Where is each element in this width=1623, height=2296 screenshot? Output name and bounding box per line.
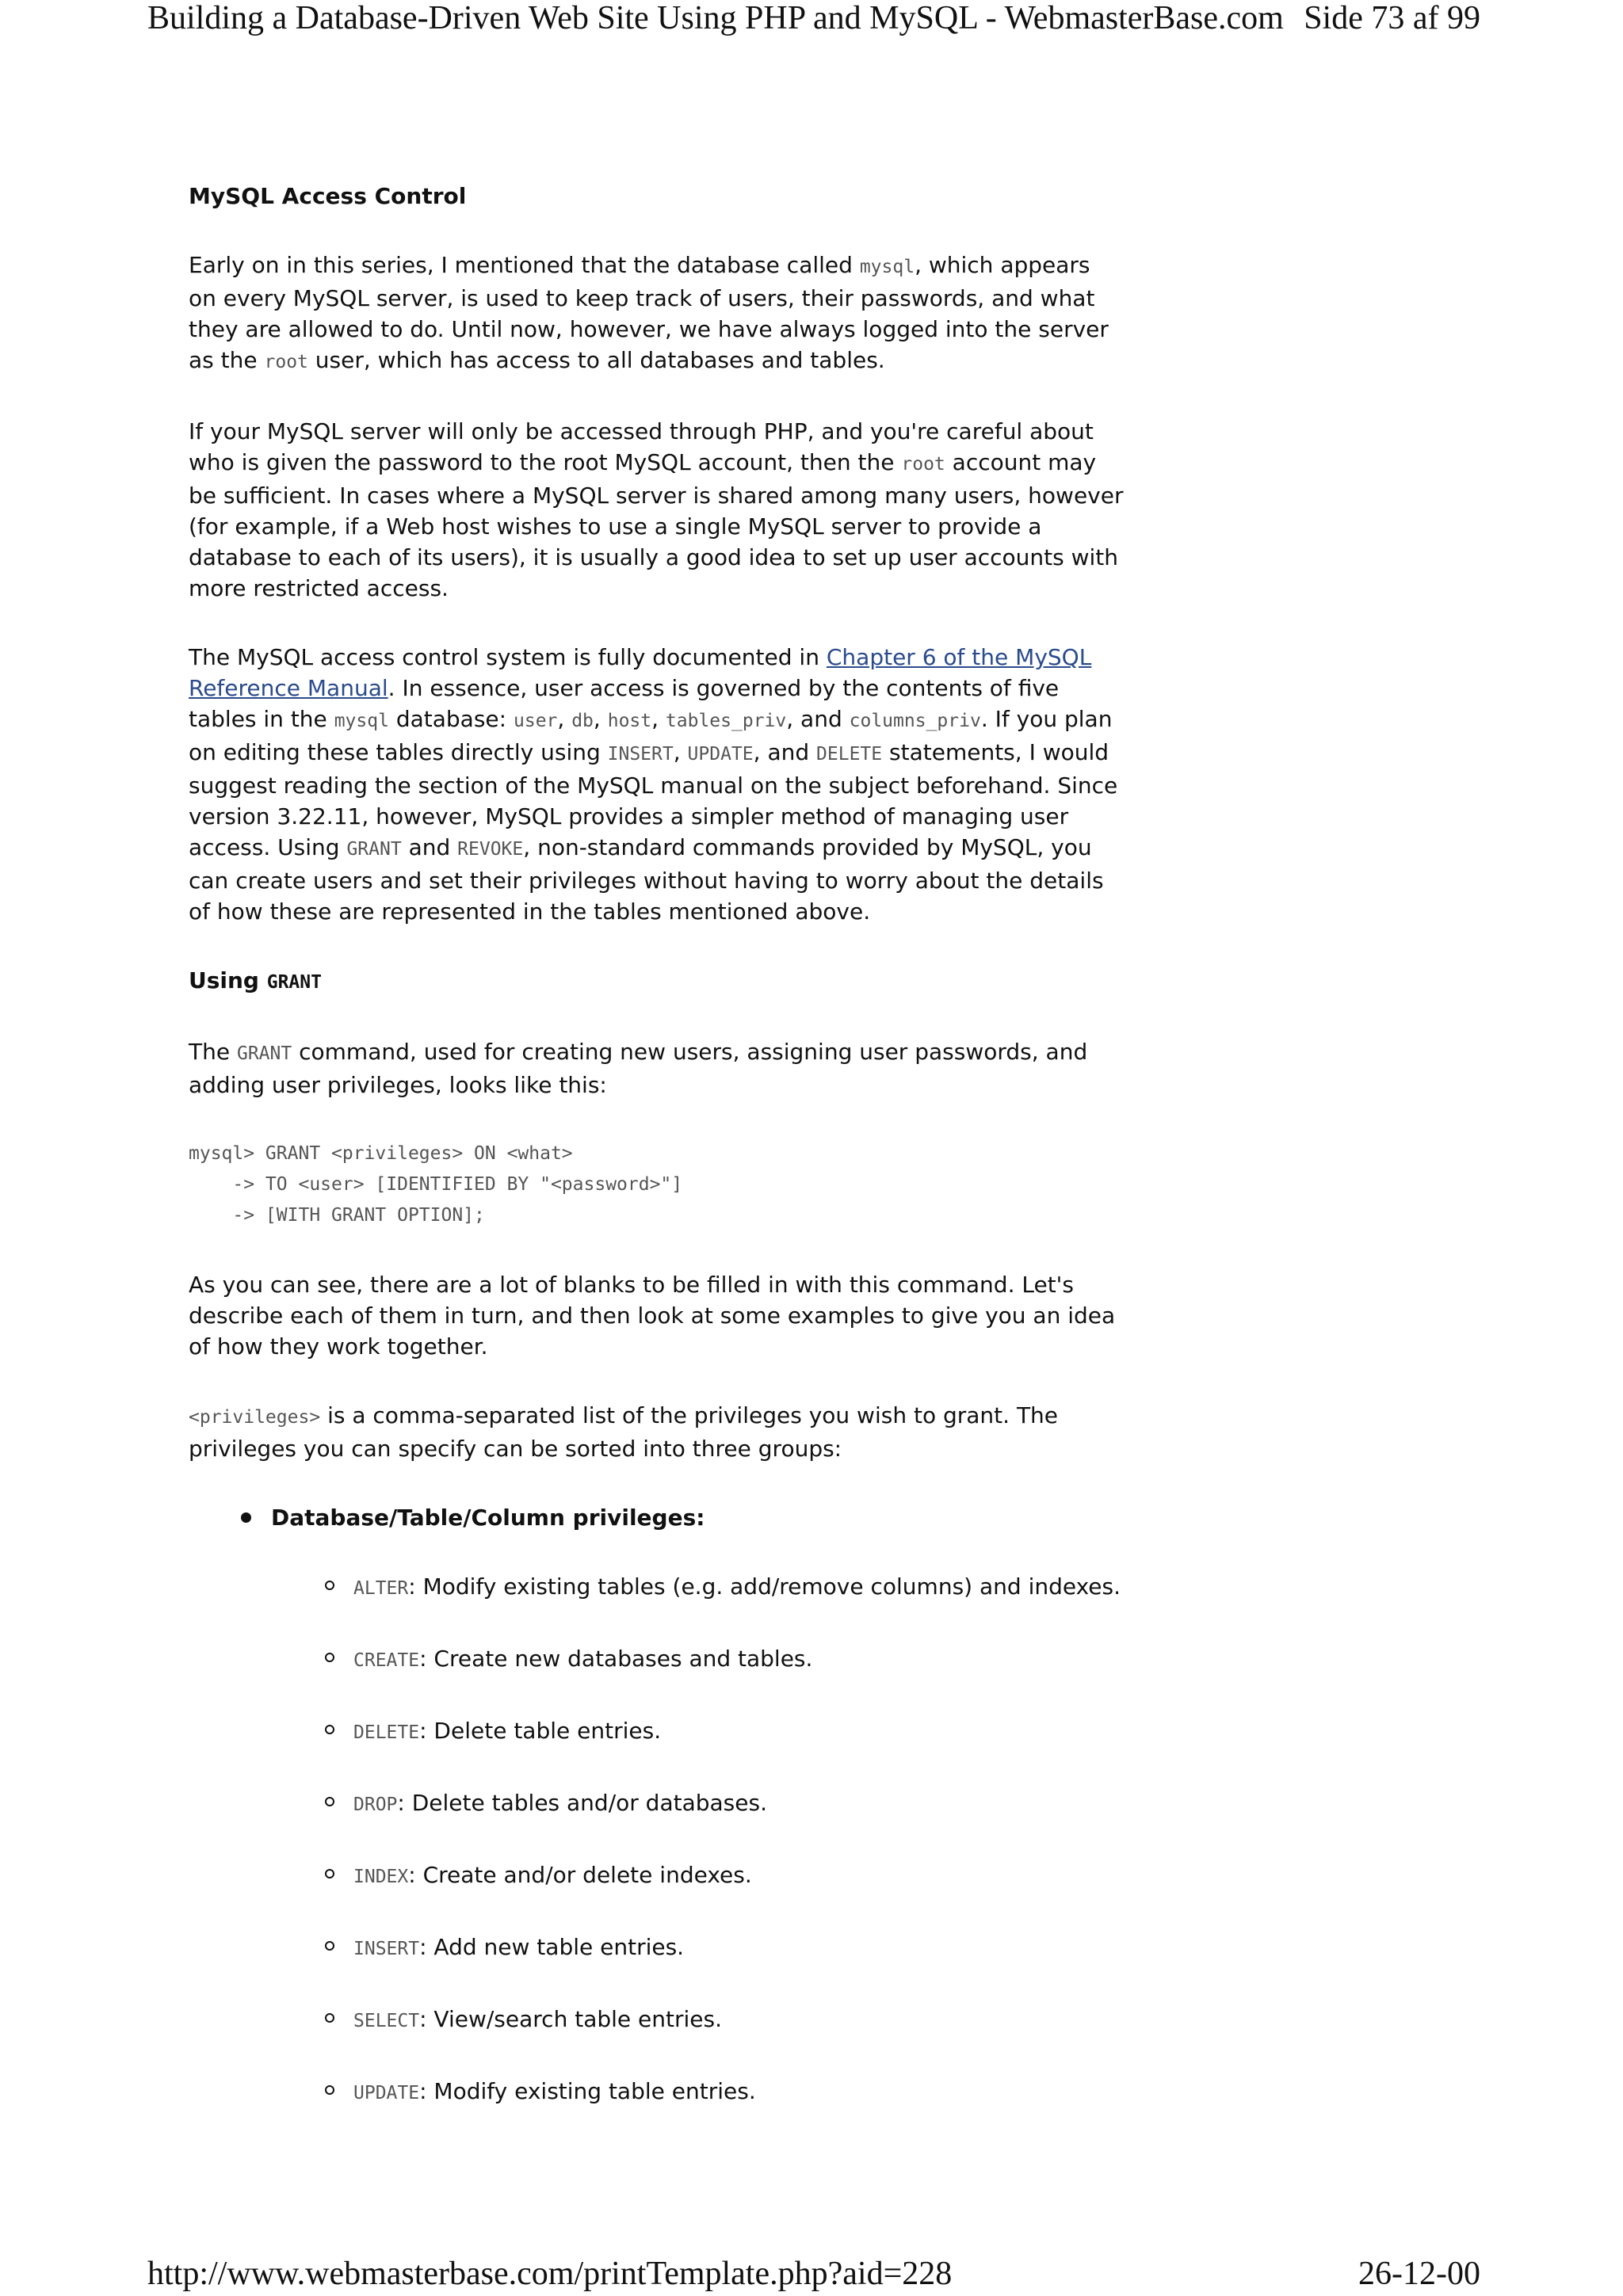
inline-code: INDEX <box>353 1867 409 1887</box>
list-item: INDEX: Create and/or delete indexes. <box>271 1859 1124 1893</box>
source-url: http://www.webmasterbase.com/printTemplate.php?aid=228 <box>147 2256 953 2292</box>
inline-code: host <box>607 711 652 731</box>
list-item: ALTER: Modify existing tables (e.g. add/remove columns) and indexes. <box>271 1571 1124 1604</box>
inline-code: columns_priv <box>849 711 981 731</box>
inline-code: GRANT <box>346 839 402 860</box>
inline-code: tables_priv <box>665 711 787 731</box>
inline-code: INSERT <box>607 744 674 765</box>
inline-code: db <box>571 711 594 731</box>
inline-code: user <box>514 711 558 731</box>
circle-bullet-icon <box>325 1797 334 1806</box>
inline-code: mysql <box>859 257 915 277</box>
privileges-list <box>271 1571 1124 2109</box>
print-date: 26-12-00 <box>1358 2256 1480 2292</box>
inline-code: DROP <box>353 1794 398 1815</box>
paragraph: The GRANT command, used for creating new users, assigning user passwords, and adding user privileges, looks like this: <box>189 1039 1088 1098</box>
section-heading: Using GRANT <box>189 967 322 994</box>
list-item: CREATE: Create new databases and tables. <box>271 1643 1124 1676</box>
bullet-icon <box>241 1512 251 1523</box>
circle-bullet-icon <box>325 1581 334 1590</box>
document-title: Building a Database-Driven Web Site Using PHP and MySQL - WebmasterBase.com <box>147 0 1284 36</box>
page-header <box>147 0 1480 40</box>
manual-link[interactable]: Chapter 6 of the MySQL Reference Manual <box>189 644 1092 701</box>
inline-code: UPDATE <box>687 744 754 765</box>
list-item: INSERT: Add new table entries. <box>271 1932 1124 1965</box>
inline-code: UPDATE <box>353 2083 420 2103</box>
inline-code: GRANT <box>236 1043 292 1064</box>
inline-code: INSERT <box>353 1939 420 1959</box>
paragraph: <privileges> is a comma-separated list of the privileges you wish to grant. The privileges you can specify can be sorted into three groups: <box>189 1402 1059 1462</box>
list-item: SELECT: View/search table entries. <box>271 2004 1124 2037</box>
circle-bullet-icon <box>325 1725 334 1734</box>
page-footer <box>147 2256 1480 2295</box>
inline-code: root <box>901 454 945 475</box>
paragraph: Early on in this series, I mentioned that the database called mysql, which appears on every MySQL server, is used to keep track of users, their passwords, and what they are allowed to do. Until now, however, we have always logged into the server as the root user, which has access to all databases and tables. <box>189 252 1109 373</box>
inline-code: ALTER <box>353 1578 409 1599</box>
circle-bullet-icon <box>325 1869 334 1878</box>
list-item: DELETE: Delete table entries. <box>271 1715 1124 1749</box>
inline-code: root <box>264 352 308 372</box>
section-heading: MySQL Access Control <box>189 183 467 209</box>
inline-code: GRANT <box>266 972 322 993</box>
paragraph: If your MySQL server will only be accessed through PHP, and you're careful about who is given the password to the root MySQL account, then the root account may be sufficient. In cases where a MySQL server is shared among many users, however (for example, if a Web host wishes to use a single MySQL server to provide a database to each of its users), it is usually a good idea to set up user accounts with more restricted access. <box>189 418 1124 601</box>
inline-code: CREATE <box>353 1650 420 1671</box>
list-item: DROP: Delete tables and/or databases. <box>271 1787 1124 1821</box>
inline-code: DELETE <box>816 744 883 765</box>
article-content <box>189 181 1124 2148</box>
inline-code: SELECT <box>353 2011 420 2031</box>
paragraph: The MySQL access control system is fully documented in Chapter 6 of the MySQL Reference Manual. In essence, user access is governed by the contents of five tables in the mysql database: user, db, host, tables_priv, and columns_priv. If you plan on editing these tables directly using INSERT, UPDATE, and DELETE statements, I would suggest reading the section of the MySQL manual on the subject beforehand. Since version 3.22.11, however, MySQL provides a simpler method of managing user access. Using GRANT and REVOKE, non-standard commands provided by MySQL, you can create users and set their privileges without having to worry about the details of how these are represented in the tables mentioned above. <box>189 644 1118 925</box>
page-number: Side 73 af 99 <box>1304 0 1480 36</box>
paragraph: As you can see, there are a lot of blanks to be filled in with this command. Let's describe each of them in turn, and then look at some examples to give you an idea of how they work together. <box>189 1272 1116 1360</box>
privilege-groups-list <box>189 1502 1124 2109</box>
circle-bullet-icon <box>325 1653 334 1662</box>
list-item: UPDATE: Modify existing table entries. <box>271 2076 1124 2109</box>
inline-code: REVOKE <box>457 839 524 860</box>
inline-code: DELETE <box>353 1722 420 1743</box>
inline-code: <privileges> <box>189 1407 321 1428</box>
circle-bullet-icon <box>325 2085 334 2095</box>
circle-bullet-icon <box>325 2013 334 2023</box>
circle-bullet-icon <box>325 1941 334 1951</box>
code-block: mysql> GRANT <privileges> ON <what> -> TO <user> [IDENTIFIED BY "<password>"] -> [WITH GRANT OPTION]; <box>189 1143 683 1226</box>
group-title: Database/Table/Column privileges: <box>271 1505 705 1531</box>
inline-code: mysql <box>334 711 389 731</box>
list-item <box>189 1502 1124 2109</box>
